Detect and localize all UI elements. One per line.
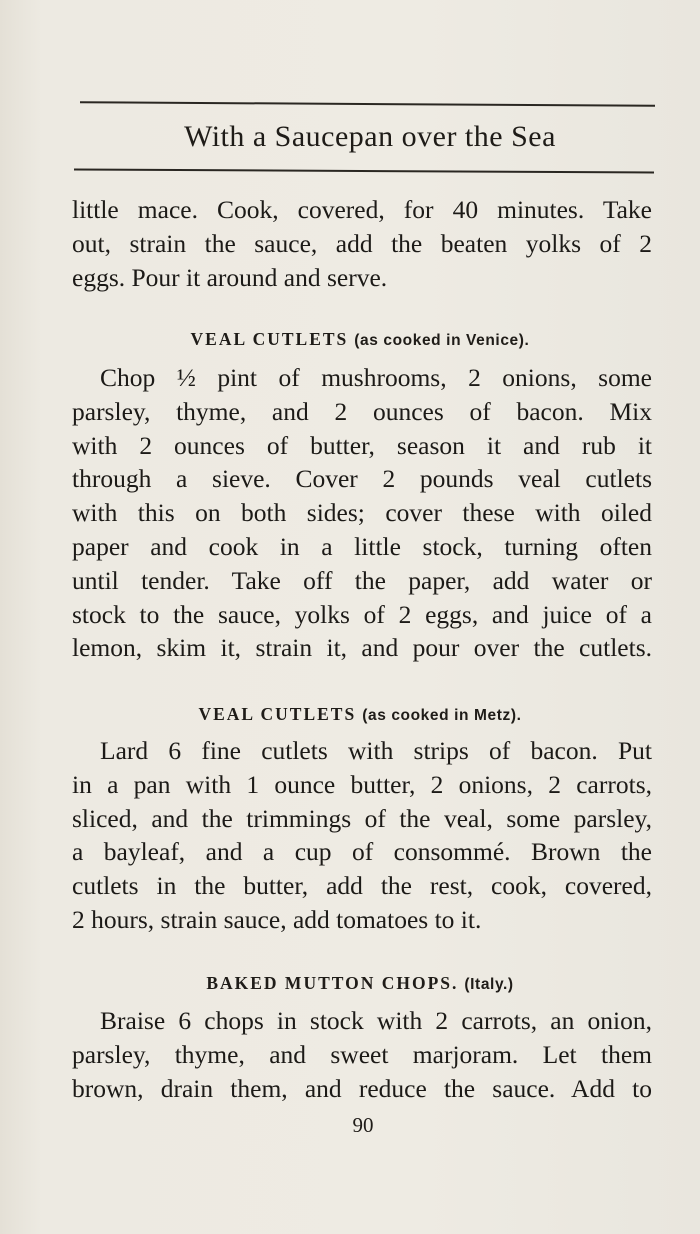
recipe-body-mutton-chops — [72, 1004, 652, 1105]
text-line: with this on both sides; cover these with oiled — [72, 498, 652, 528]
text-line: parsley, thyme, and 2 ounces of bacon. Mix — [72, 396, 652, 426]
text-line: eggs. Pour it around and serve. — [72, 262, 388, 292]
recipe-heading-mutton-chops — [0, 973, 700, 994]
text-line: through a sieve. Cover 2 pounds veal cutlets — [72, 464, 652, 494]
header-rule-top — [80, 101, 655, 107]
text-line: Chop ½ pint of mushrooms, 2 onions, some — [100, 363, 652, 392]
text-line: Braise 6 chops in stock with 2 carrots, an onion, — [100, 1006, 652, 1035]
text-line: cutlets in the butter, add the rest, cook, covered, — [72, 871, 652, 901]
recipe-title: BAKED MUTTON CHOPS. — [206, 973, 459, 993]
recipe-title: VEAL CUTLETS — [190, 329, 349, 349]
header-rule-bottom — [74, 168, 654, 173]
text-line: in a pan with 1 ounce butter, 2 onions, 2 carrots, — [72, 769, 652, 799]
text-line: lemon, skim it, strain it, and pour over the cutlets. — [72, 633, 652, 663]
text-line: Lard 6 fine cutlets with strips of bacon. Put — [100, 736, 652, 765]
recipe-note: (as cooked in Metz). — [362, 707, 522, 724]
text-line: with 2 ounces of butter, season it and rub it — [72, 430, 652, 460]
text-line: little mace. Cook, covered, for 40 minutes. Take — [72, 195, 652, 224]
page-number: 90 — [352, 1113, 374, 1137]
text-line: brown, drain them, and reduce the sauce. Add to — [72, 1073, 652, 1103]
text-line: 2 hours, strain sauce, add tomatoes to it. — [72, 904, 482, 934]
text-line: stock to the sauce, yolks of 2 eggs, and juice of a — [72, 599, 652, 629]
text-line: a bayleaf, and a cup of consommé. Brown the — [72, 837, 652, 867]
recipe-heading-veal-venice — [0, 329, 700, 350]
text-line: sliced, and the trimmings of the veal, some parsley, — [72, 803, 652, 833]
recipe-note: (Italy.) — [464, 976, 514, 993]
running-head: With a Saucepan over the Sea — [184, 120, 556, 153]
recipe-body-veal-metz — [72, 734, 652, 937]
paragraph-continuation — [72, 193, 652, 294]
recipe-body-veal-venice — [72, 361, 652, 665]
text-line: parsley, thyme, and sweet marjoram. Let them — [72, 1039, 652, 1069]
text-line: out, strain the sauce, add the beaten yolks of 2 — [72, 228, 652, 258]
text-line: until tender. Take off the paper, add water or — [72, 565, 652, 595]
recipe-note: (as cooked in Venice). — [354, 332, 530, 349]
recipe-title: VEAL CUTLETS — [198, 704, 357, 724]
text-line: paper and cook in a little stock, turning often — [72, 531, 652, 561]
recipe-heading-veal-metz — [0, 704, 700, 725]
